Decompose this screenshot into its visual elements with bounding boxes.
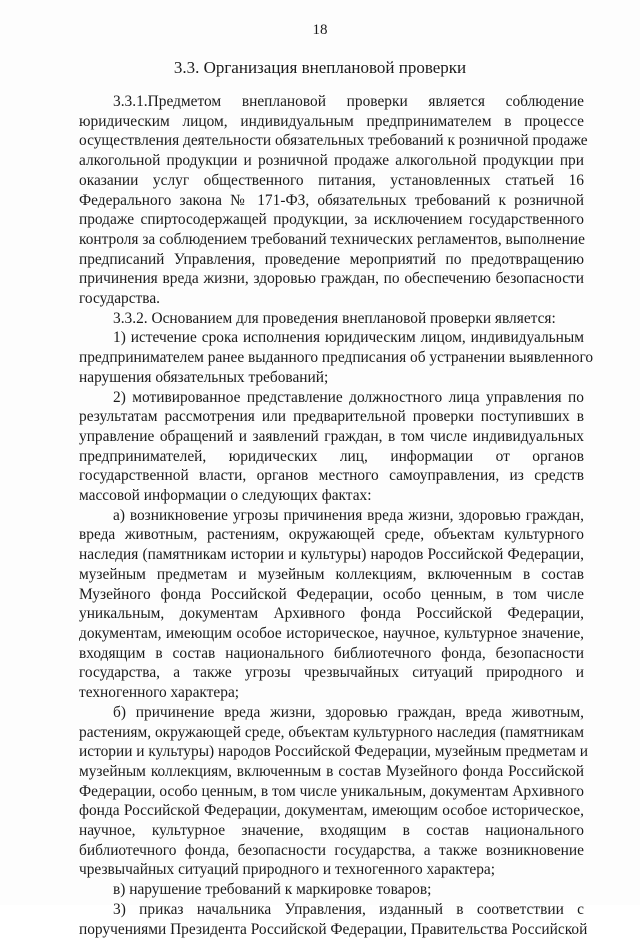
paragraph-p-item-1 <box>79 328 594 387</box>
text-line: Федерации, особо ценным, в том числе уникальным, документам Архивного <box>79 782 584 800</box>
text-line: причинения вреда жизни, здоровью граждан, по обеспечению безопасности <box>79 270 584 288</box>
text-line: нарушения обязательных требований; <box>79 368 329 386</box>
text-line: б) причинение вреда жизни, здоровью граждан, вреда животным, <box>113 703 584 721</box>
paragraph-p-item-2b <box>79 703 589 880</box>
text-line: уникальным, документам Архивного фонда Российской Федерации, <box>79 605 584 623</box>
text-line: музейным коллекциям, включенным в состав Музейного фонда Российской <box>79 762 584 780</box>
text-line: продаже спиртосодержащей продукции, за исключением государственного <box>79 211 584 229</box>
text-line: истории и культуры) народов Российской Федерации, музейным предметам и <box>79 743 589 761</box>
text-line: Федерального закона № 171-ФЗ, обязательных требований к розничной <box>79 191 584 209</box>
text-line: государства. <box>79 290 161 308</box>
paragraph-p-3-3-1 <box>79 92 588 309</box>
paragraph-p-3-3-2 <box>79 309 584 329</box>
text-line: наследия (памятникам истории и культуры) народов Российской Федерации, <box>79 546 584 564</box>
text-line: государства, а также угрозы чрезвычайных ситуаций природного и <box>79 664 584 682</box>
text-line: музейным предметам и музейным коллекциям, включенным в состав <box>79 565 584 583</box>
paragraph-p-item-2c <box>79 880 584 900</box>
text-line: 3) приказ начальника Управления, изданный в соответствии с <box>113 900 584 918</box>
text-line: государственной власти, органов местного самоуправления, из средств <box>79 467 584 485</box>
text-line: предпринимателей, юридических лиц, информации от органов <box>79 447 584 465</box>
text-line: входящим в состав национального библиотечного фонда, безопасности <box>79 644 584 662</box>
text-line: фонда Российской Федерации, документам, имеющим особое историческое, <box>79 802 584 820</box>
paragraph-p-item-2a <box>79 506 584 703</box>
section-title: 3.3. Организация внеплановой проверки <box>173 58 467 77</box>
text-line: а) возникновение угрозы причинения вреда жизни, здоровью граждан, <box>113 506 584 524</box>
text-line: 3.3.2. Основанием для проведения внеплановой проверки является: <box>113 309 556 327</box>
text-line: контроля за соблюдением требований технических регламентов, выполнение <box>79 230 585 248</box>
text-line: массовой информации о следующих фактах: <box>79 487 372 505</box>
text-line: техногенного характера; <box>79 684 240 702</box>
text-line: вреда животным, растениям, окружающей среде, объектам культурного <box>79 526 584 544</box>
text-line: осуществления деятельности обязательных требований к розничной продаже <box>79 132 588 150</box>
text-line: библиотечного фонда, безопасности государства, а также возникновение <box>79 841 584 859</box>
text-line: научное, культурное значение, входящим в состав национального <box>79 822 584 840</box>
text-line: 1) истечение срока исполнения юридическим лицом, индивидуальным <box>113 329 584 347</box>
text-line: юридическим лицом, индивидуальным предпринимателем в процессе <box>79 112 584 130</box>
text-line: растениям, окружающей среде, объектам культурного наследия (памятникам <box>79 723 584 741</box>
paragraph-p-item-3 <box>79 900 588 939</box>
text-line: 3.3.1.Предметом внеплановой проверки является соблюдение <box>113 93 584 110</box>
text-line: 2) мотивированное представление должностного лица управления по <box>113 388 584 406</box>
text-line: чрезвычайных ситуаций природного и техногенного характера; <box>79 861 496 879</box>
paragraph-p-item-2 <box>79 388 584 506</box>
page-number: 18 <box>312 22 328 38</box>
text-line: оказании услуг общественного питания, установленных статьей 16 <box>79 171 584 189</box>
document-body <box>79 92 594 939</box>
text-line: управление обращений и заявлений граждан, в том числе индивидуальных <box>79 427 584 445</box>
text-line: алкогольной продукции и розничной продаже алкогольной продукции при <box>79 152 584 170</box>
text-line: в) нарушение требований к маркировке товаров; <box>113 881 432 899</box>
text-line: предпринимателем ранее выданного предписания об устранении выявленного <box>79 349 594 367</box>
text-line: поручениями Президента Российской Федерации, Правительства Российской <box>79 920 588 938</box>
text-line: Музейного фонда Российской Федерации, особо ценным, в том числе <box>79 585 584 603</box>
text-line: предписаний Управления, проведение мероприятий по предотвращению <box>79 250 584 268</box>
text-line: документам, имеющим особое историческое, научное, культурное значение, <box>79 624 584 642</box>
text-line: результатам рассмотрения или предварительной проверки поступивших в <box>79 408 584 426</box>
